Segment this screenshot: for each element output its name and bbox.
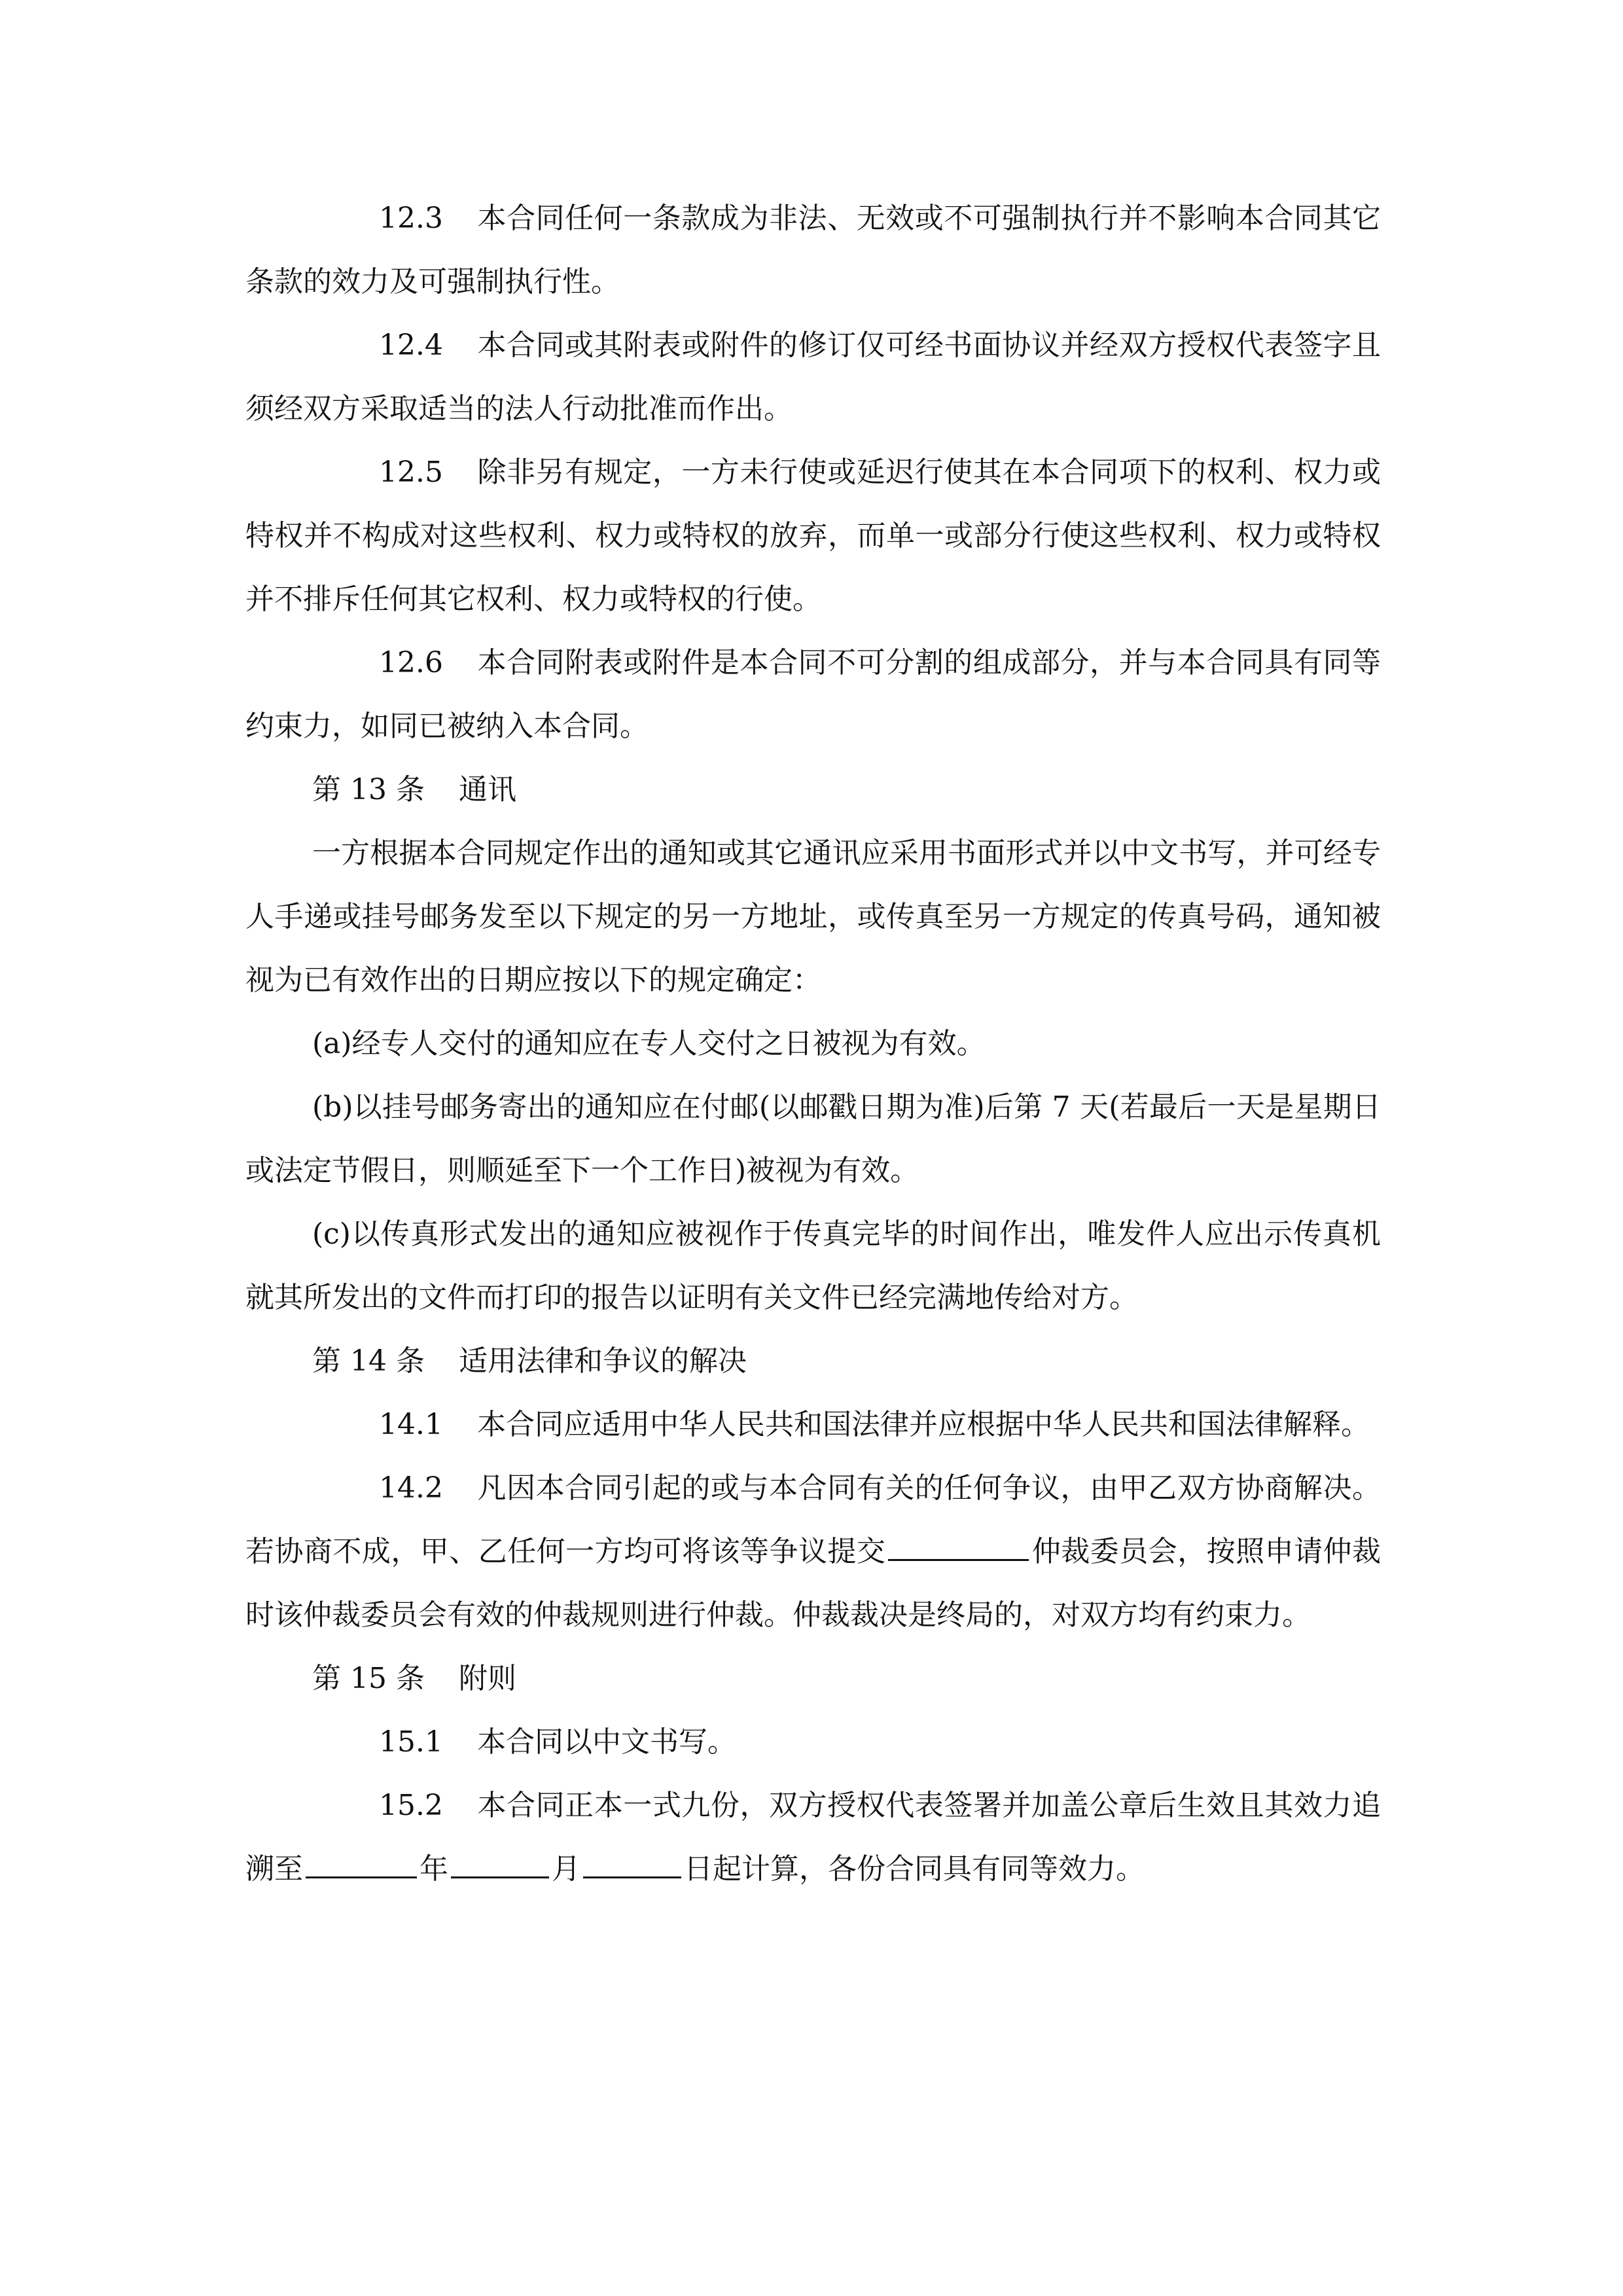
day-blank bbox=[583, 1854, 681, 1878]
year-label: 年 bbox=[419, 1852, 448, 1886]
clause-text: 本合同附表或附件是本合同不可分割的组成部分，并与本合同具有同等约束力，如同已被纳入本合同。 bbox=[245, 646, 1381, 743]
clause-number: 14.1 bbox=[379, 1408, 443, 1441]
clause-text: 本合同任何一条款成为非法、无效或不可强制执行并不影响本合同其它条款的效力及可强制执行性。 bbox=[245, 202, 1381, 298]
clause-text: 日起计算，各份合同具有同等效力。 bbox=[684, 1852, 1145, 1886]
clause-text: 本合同或其附表或附件的修订仅可经书面协议并经双方授权代表签字且须经双方采取适当的法人行动批准而作出。 bbox=[245, 329, 1381, 425]
clause-number: 15.2 bbox=[379, 1789, 443, 1822]
contract-page bbox=[245, 187, 1381, 1901]
clause-number: 14.2 bbox=[379, 1471, 443, 1505]
article-number: 第 13 条 bbox=[312, 773, 425, 806]
clause-text: 本合同正本一式九份，双方授权代表签署并加盖公章后生效且其效力追溯至 bbox=[245, 1789, 1381, 1886]
clause-12-5 bbox=[245, 440, 1381, 631]
clause-12-6 bbox=[245, 631, 1381, 758]
article-13-item-a: (a)经专人交付的通知应在专人交付之日被视为有效。 bbox=[312, 1027, 986, 1060]
month-blank bbox=[451, 1854, 549, 1878]
clause-12-3 bbox=[245, 187, 1381, 314]
article-13-item-b: (b)以挂号邮务寄出的通知应在付邮(以邮戳日期为准)后第 7 天(若最后一天是星期日或法定节假日，则顺延至下一个工作日)被视为有效。 bbox=[245, 1090, 1381, 1187]
clause-text: 除非另有规定，一方未行使或延迟行使其在本合同项下的权利、权力或特权并不构成对这些权利、权力或特权的放弃，而单一或部分行使这些权利、权力或特权并不排斥任何其它权利、权力或特权的行使。 bbox=[245, 456, 1381, 616]
article-14-heading bbox=[245, 1329, 1381, 1393]
article-13-heading bbox=[245, 758, 1381, 821]
clause-number: 12.5 bbox=[379, 456, 443, 489]
article-title: 通讯 bbox=[458, 773, 516, 806]
clause-text: 凡因本合同引起的或与本合同有关的任何争议，由甲乙双方协商解决。若协商不成，甲、乙任何一方均可将该等争议提交 bbox=[245, 1471, 1381, 1568]
article-15-heading bbox=[245, 1647, 1381, 1710]
clause-number: 12.4 bbox=[379, 329, 443, 362]
article-title: 附则 bbox=[458, 1662, 516, 1695]
article-13-intro: 一方根据本合同规定作出的通知或其它通讯应采用书面形式并以中文书写，并可经专人手递或挂号邮务发至以下规定的另一方地址，或传真至另一方规定的传真号码，通知被视为已有效作出的日期应按以下的规定确定： bbox=[245, 836, 1381, 997]
arbitration-commission-blank bbox=[888, 1537, 1029, 1561]
clause-14-1 bbox=[245, 1393, 1381, 1456]
clause-14-2 bbox=[245, 1456, 1381, 1647]
article-number: 第 15 条 bbox=[312, 1662, 425, 1695]
clause-12-4 bbox=[245, 314, 1381, 440]
year-blank bbox=[306, 1854, 417, 1878]
clause-number: 12.6 bbox=[379, 646, 443, 679]
clause-number: 15.1 bbox=[379, 1725, 443, 1759]
clause-text: 仲裁委员会，按照申请仲裁时该仲裁委员会有效的仲裁规则进行仲裁。仲裁裁决是终局的，对双方均有约束力。 bbox=[245, 1535, 1382, 1632]
month-label: 月 bbox=[552, 1852, 580, 1886]
article-title: 适用法律和争议的解决 bbox=[458, 1344, 747, 1378]
clause-text: 本合同应适用中华人民共和国法律并应根据中华人民共和国法律解释。 bbox=[476, 1408, 1370, 1441]
clause-15-2 bbox=[245, 1774, 1381, 1901]
clause-15-1 bbox=[245, 1710, 1381, 1774]
clause-text: 本合同以中文书写。 bbox=[476, 1725, 736, 1759]
article-13-item-c: (c)以传真形式发出的通知应被视作于传真完毕的时间作出，唯发件人应出示传真机就其所发出的文件而打印的报告以证明有关文件已经完满地传给对方。 bbox=[245, 1217, 1381, 1314]
article-number: 第 14 条 bbox=[312, 1344, 425, 1378]
clause-number: 12.3 bbox=[379, 202, 443, 235]
